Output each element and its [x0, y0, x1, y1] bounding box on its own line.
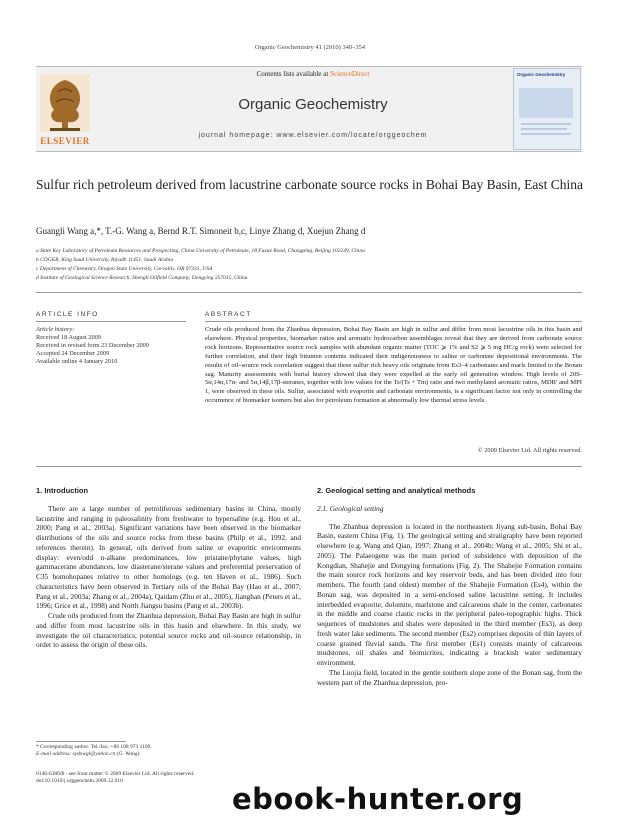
intro-paragraph-1: There are a large number of petroliferous sedimentary basins in China, mostly lacustrine and ranging in paleosalinity from freshwater to hypersaline (e.g. Hou et al., 2000; Pang et al., 2003a). Significant variations have been observed in the biomarker distributions of the oils and source rocks from these basins (Philp et al., 1992, and references therein). In general, oils derived from saline or evaporitic environments display: even/odd n-alkane predominances, low pristane/phytane values, high gammacerane abundances, low diasterane/sterane values and preferential preservation of C35 homohopanes relative to other homologs (e.g. ten Haven et al., 1986). Such characteristics have been observed in Tertiary oils of the Bohai Bay (Hao et al., 2007; Pang et al., 2003a; Zhang et al., 2004a), Qaidam (Zhu et al., 2005), Jianghan (Peters et al., 1996; Grice et al., 1998) and North Jiangsu basins (Pang et al., 2003b). — [36, 503, 301, 611]
subsection-heading: 2.1. Geological setting — [317, 503, 384, 513]
footnote-email: E-mail address: sydxwgl@yahoo.cn (G. Wang). — [36, 751, 141, 757]
intro-paragraph-2: Crude oils produced from the Zhanhua depression, Bohai Bay Basin are high in sulfur and differ from most lacustrine oils in this basin and elsewhere. In this study, we investigate the oil characteristics, potential source rocks and oil–source relationship, in order to assess the origin of these oils. — [36, 611, 301, 650]
contents-prefix: Contents lists available at — [256, 70, 331, 78]
doi-line[interactable]: doi:10.1016/j.orggeochem.2009.12.010 — [36, 778, 123, 784]
footnote-corresponding-author: * Corresponding author. Tel./fax: +86 108 973 1109. — [36, 744, 152, 750]
divider — [36, 321, 186, 322]
issn-line: 0146-6380/$ - see front matter © 2009 Elsevier Ltd. All rights reserved. — [36, 771, 195, 777]
article-history — [36, 326, 196, 366]
affiliation-d: d Institute of Geological Science Research, Shengli Oilfield Company, Dongying 257015, China — [36, 275, 248, 281]
article-info-heading: ARTICLE INFO — [36, 311, 99, 318]
cover-decoration — [517, 86, 575, 142]
article-title: Sulfur rich petroleum derived from lacustrine carbonate source rocks in Bohai Bay Basin, East China — [36, 177, 583, 192]
watermark: ebook-hunter.org — [232, 782, 524, 816]
geology-paragraph-1: The Zhanhua depression is located in the northeastern Jiyang sub-basin, Bohai Bay Basin, eastern China (Fig. 1). The geological setting and stratigraphy have been reported elsewhere (e.g. Wang and Qian, 1997; Zhang et al., 2004b; Wang et al., 2005; Shi et al., 2005). The Palaeogene was the main period of subsidence with deposition of the Kongdian, Shahejie and Dongying formations (Fig. 2). The Shahejie Formation contains the main source rock horizons and key reservoir beds, and has been divided into four members. The fourth (and oldest) member of the Shahejie Formation (Es4), within the Bonan sag, was deposited in a semi-enclosed saline lacustrine setting. It includes interbedded evaporite, dolomite, marlstone and calcareous shale in the center, carbonates in the middle and coarse clastic rocks in the peripheral paleo-topographic highs. Thick sequences of mudstones and shales were deposited in the third member (Es3), as deep fresh water lake sediments. The second member (Es2) comprises deposits of thin layers of coarse grained fluvial sands. The first member (Es1) consists mainly of calcareous mudstones, oil shales and biomicrites, indicating a brackish water sedimentary environment. — [317, 521, 582, 667]
author-list: Guangli Wang a,*, T.-G. Wang a, Bernd R.T. Simoneit b,c, Linye Zhang d, Xuejun Zhang d — [36, 226, 366, 236]
left-column — [36, 486, 301, 650]
cover-title: Organic Geochemistry — [517, 72, 566, 77]
footnotes — [36, 744, 301, 758]
affiliation-c: c Department of Chemistry, Oregon State University, Corvallis, OR 97331, USA — [36, 266, 213, 272]
abstract-body: Crude oils produced from the Zhanhua depression, Bohai Bay Basin are high in sulfur and differ from most lacustrine oils in this basin and elsewhere. Physical properties, biomarker ratios and aromatic hydrocarbon assemblages reveal that they are derived from carbonate source rock horizons. Representative source rock samples with abundant organic matter (TOC ⩾ 1% and S2 ⩾ 5 mg HC/g rock) were selected for further correlation, and their high bitumen contents indicated their indigenousness to saline or carbonate depositional environments. The results of oil–source rock correlation suggest that these sulfur rich heavy oils originate from Es3–4 carbonates and marls limited to the Bonan sag. Maturity assessments with burial history showed that they were expelled at the early oil generation window. High levels of 20S-5α,14α,17α- and 5α,14β,17β-steranes, together with low values for the Ts/(Ts + Tm) ratio and two methylated aromatic ratios, MDR' and MPI 1, were observed in these oils. Sulfur, associated with evaporite and carbonate environments, is a significant factor not only in controlling the occurrence of biomarker isomers but also for petroleum formation at abnormally low thermal stress levels. — [205, 326, 582, 405]
affiliation-b: b COGER, King Saud University, Riyadh 11451, Saudi Arabia — [36, 257, 174, 263]
history-revised: Received in revised form 23 December 2009 — [36, 342, 149, 349]
history-label: Article history: — [36, 326, 75, 333]
section-heading-introduction: 1. Introduction — [36, 486, 89, 495]
history-online: Available online 4 January 2010 — [36, 358, 118, 365]
affiliation-a: a State Key Laboratory of Petroleum Resources and Prospecting, China University of Petroleum, 18 Fuxue Road, Changping, Beijing 102249, China — [36, 248, 365, 254]
footnote-divider — [36, 741, 126, 742]
contents-line — [120, 70, 506, 78]
journal-citation: Organic Geochemistry 41 (2010) 340–354 — [254, 44, 366, 51]
publisher-wordmark: ELSEVIER — [40, 136, 90, 146]
journal-homepage[interactable]: journal homepage: www.elsevier.com/locate/orggeochem — [198, 132, 428, 139]
sciencedirect-link[interactable]: ScienceDirect — [330, 70, 370, 78]
divider — [36, 292, 582, 293]
divider — [205, 321, 582, 322]
abstract-copyright: © 2009 Elsevier Ltd. All rights reserved. — [477, 447, 582, 454]
divider — [36, 466, 582, 467]
abstract-heading: ABSTRACT — [205, 311, 252, 318]
history-accepted: Accepted 24 December 2009 — [36, 350, 110, 357]
geology-paragraph-2: The Luojia field, located in the gentle southern slope zone of the Bonan sag, from the western part of the Zhanhua depression, pro- — [317, 667, 582, 687]
history-received: Received 18 August 2009 — [36, 334, 101, 341]
right-column — [317, 486, 582, 687]
section-heading-geology: 2. Geological setting and analytical methods — [317, 486, 476, 495]
elsevier-tree-logo — [36, 70, 94, 146]
journal-name: Organic Geochemistry — [238, 96, 388, 113]
